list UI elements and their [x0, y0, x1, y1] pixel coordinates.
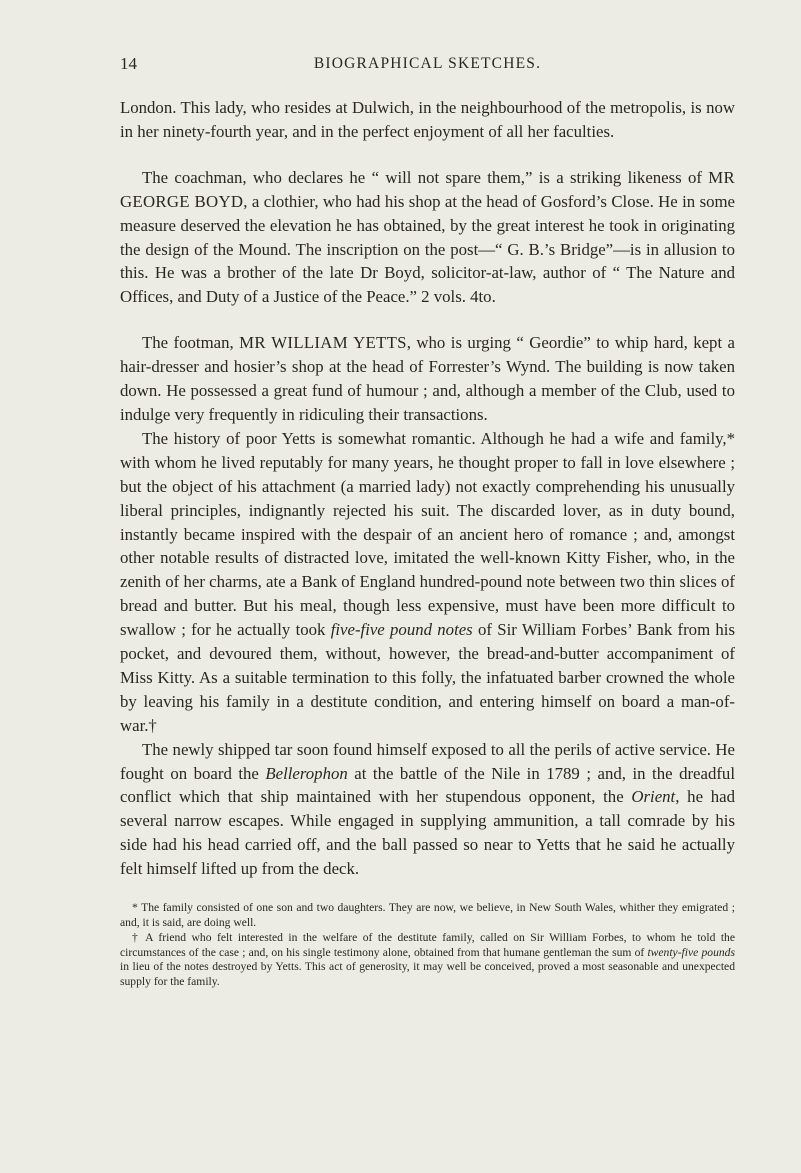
footnote-family: * The family consisted of one son and two daughters. They are now, we believe, in New South Wales, whither they emigrated ; and, it is said, are doing well. — [120, 901, 735, 929]
footnotes — [120, 901, 735, 990]
name-george-boyd: MR GEORGE BOYD — [120, 167, 735, 211]
paragraph-george-boyd: The coachman, who declares he “ will not spare them,” is a striking likeness of MR GEORGE BOYD, a clothier, who had his shop at the head of Gosford’s Close. He in some measure deserved the elevation he has obtained, by the great interest he took in originating the design of the Mound. The inscription on the post—“ G. B.’s Bridge”—is in allusion to this. He was a brother of the late Dr Boyd, solicitor-at-law, author of “ The Nature and Offices, and Duty of a Justice of the Peace.” 2 vols. 4to. — [120, 167, 735, 307]
ship-bellerophon: Bellerophon — [265, 763, 348, 783]
paragraph-yetts-history: The history of poor Yetts is somewhat romantic. Although he had a wife and family,* with whom he lived reputably for many years, he thought proper to fall in love elsewhere ; but the object of his attachment (a married lady) not exactly comprehending his unusually liberal principles, indignantly rejected his suit. The discarded lover, as in duty bound, instantly became inspired with the despair of an ancient hero of romance ; and, amongst other notable results of distracted love, imitated the well-known Kitty Fisher, who, in the zenith of her charms, ate a Bank of England hundred-pound note between two thin slices of bread and butter. But his meal, though less expensive, must have been more difficult to swallow ; for he actually took five-five pound notes of Sir William Forbes’ Bank from his pocket, and devoured them, without, however, the bread-and-butter accompaniment of Miss Kitty. As a suitable termination to this folly, the infatuated barber crowned the whole by leaving his family in a destitute condition, and entering himself on board a man-of-war.† — [120, 428, 735, 735]
emphasis-sum: twenty-five pounds — [647, 945, 735, 959]
footnote-forbes: † A friend who felt interested in the welfare of the destitute family, called on Sir William Forbes, to whom he told the circumstances of the case ; and, on his single testimony alone, obtained from that humane gentleman the sum of twenty-five pounds in lieu of the notes destroyed by Yetts. This act of generosity, it may well be conceived, proved a most seasonable and unexpected supply for the family. — [120, 931, 735, 989]
paragraph-dulwich: London. This lady, who resides at Dulwich, in the neighbourhood of the metropolis, is now in her ninety-fourth year, and in the perfect enjoyment of all her faculties. — [120, 98, 735, 141]
page-number: 14 — [120, 54, 137, 73]
paragraph-william-yetts: The footman, MR WILLIAM YETTS, who is urging “ Geordie” to whip hard, kept a hair-dresser and hosier’s shop at the head of Forrester’s Wynd. The building is now taken down. He possessed a great fund of humour ; and, although a member of the Club, used to indulge very frequently in ridiculing their transactions. — [120, 333, 736, 424]
emphasis-notes: five-five pound notes — [330, 620, 473, 640]
page-header — [120, 54, 735, 78]
body-text — [120, 96, 735, 990]
name-william-yetts: MR WILLIAM YETTS — [239, 333, 407, 353]
running-head: BIOGRAPHICAL SKETCHES. — [313, 55, 542, 72]
paragraph-service: The newly shipped tar soon found himself exposed to all the perils of active service. He fought on board the Bellerophon at the battle of the Nile in 1789 ; and, in the dreadful conflict which that ship maintained with her stupendous opponent, the Orient, he had several narrow escapes. While engaged in supplying ammunition, a tall comrade by his side had his head carried off, and the ball passed so near to Yetts that he said he actually felt himself lifted up from the deck. — [120, 739, 736, 879]
ship-orient: Orient — [631, 787, 676, 807]
